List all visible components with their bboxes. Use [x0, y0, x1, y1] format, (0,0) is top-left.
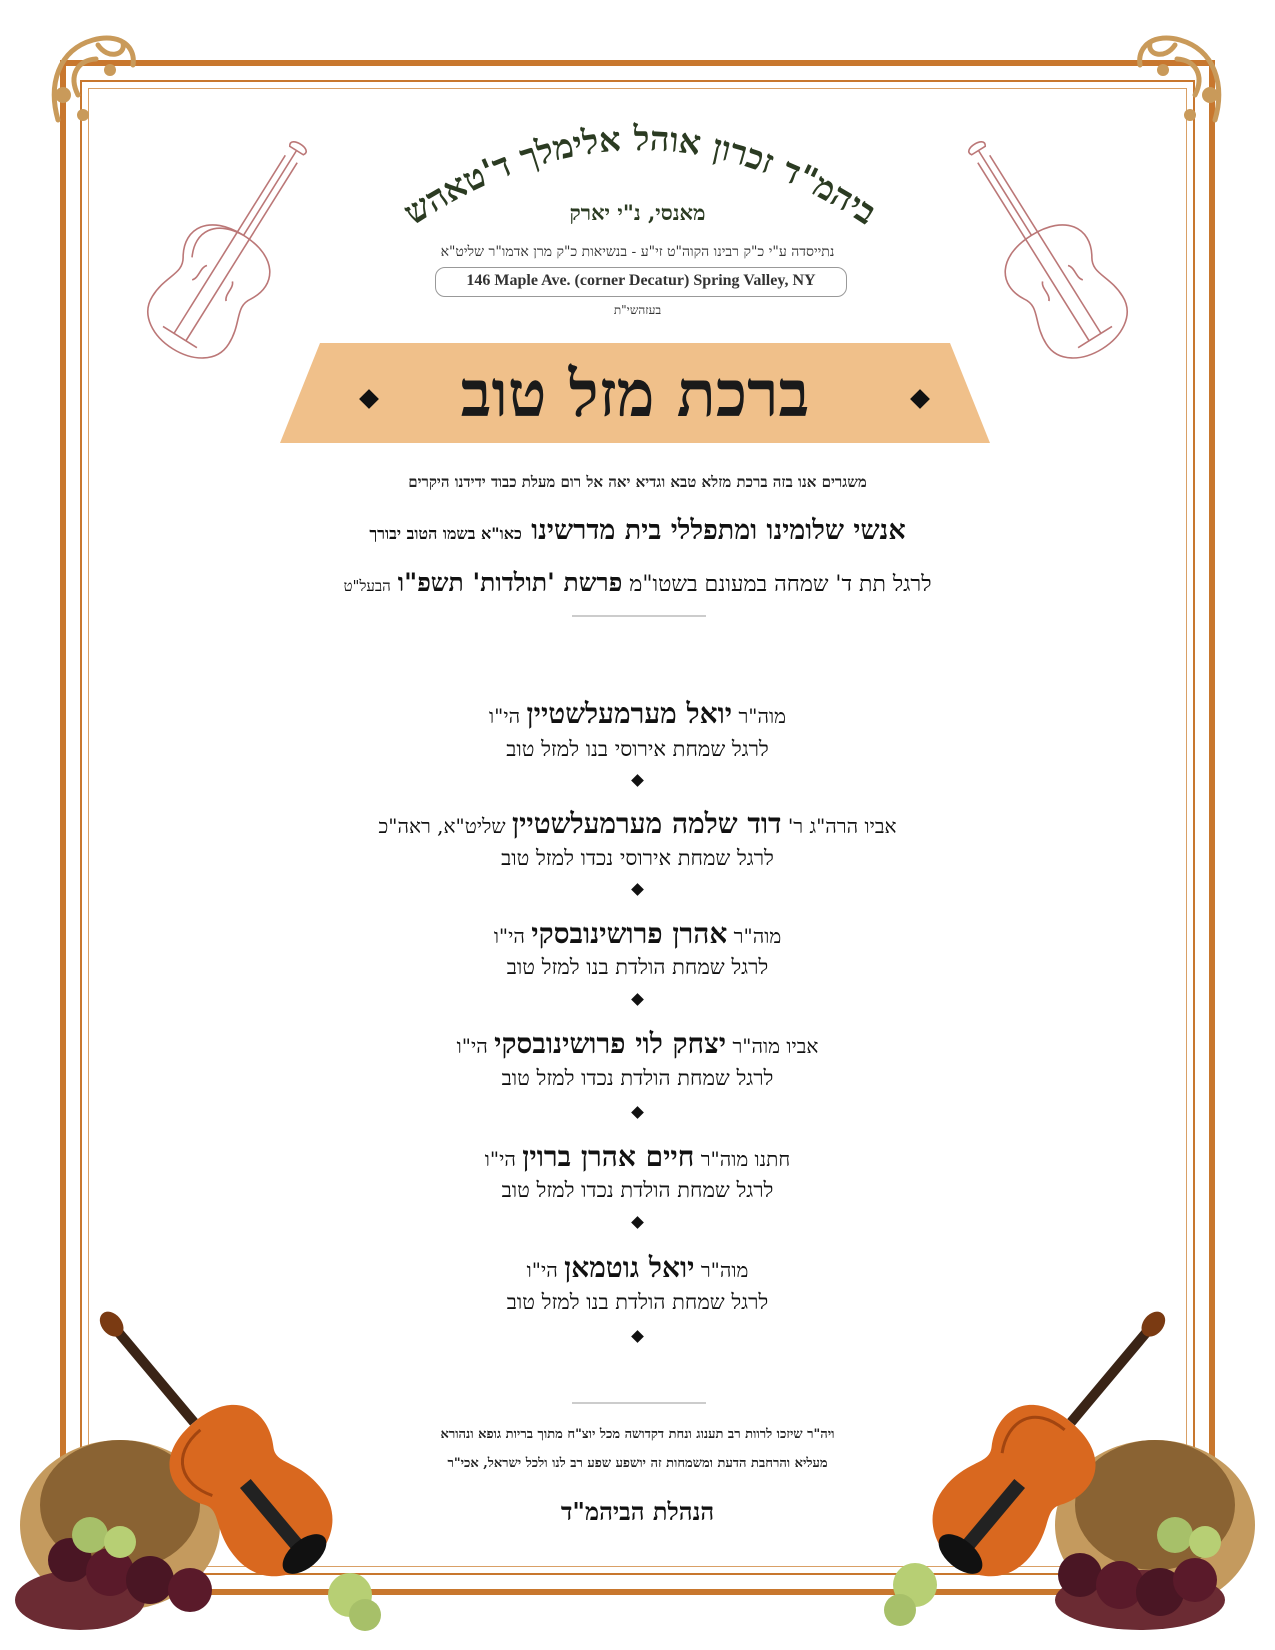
honoree-4-occasion: לרגל שמחת הולדת נכדו למזל טוב — [501, 1066, 774, 1090]
address-box — [435, 267, 847, 297]
honoree-3-occasion: לרגל שמחת הולדת בנו למזל טוב — [506, 955, 769, 979]
corner-ornament-top-right — [1125, 25, 1235, 135]
intro-line-3-pre: לרגל תת ד' שמחה במעונם בשטו"מ — [629, 572, 932, 597]
violin-grapes-illustration-right — [870, 1310, 1260, 1635]
intro-line-3-parsha: פרשת 'תולדות' תשפ"ו — [397, 568, 623, 597]
shul-name: ביהמ"ד זכרון אוהל אלימלך ד'טאהש — [396, 118, 884, 234]
honoree-suffix: הי"ו — [493, 924, 525, 948]
intro-line-3-post: הבעל"ט — [343, 577, 391, 595]
honoree-suffix: שליט"א, ראה"כ — [378, 814, 506, 838]
honoree-name: חיים אהרן ברוין — [522, 1140, 695, 1173]
honoree-5 — [0, 1140, 1275, 1174]
honoree-1 — [0, 697, 1275, 731]
honoree-5-occasion: לרגל שמחת הולדת נכדו למזל טוב — [501, 1178, 774, 1202]
honoree-2-occasion: לרגל שמחת אירוסי נכדו למזל טוב — [501, 846, 774, 870]
corner-ornament-top-left — [38, 25, 148, 135]
honoree-2 — [0, 807, 1275, 841]
banner-title: ברכת מזל טוב — [460, 357, 810, 432]
blessing-line-2: מעליא והרחבת הדעת ומשמחות זה יושפע שפע רב לנו ולכל ישראל, אכי"ר — [447, 1456, 828, 1471]
honoree-name: אהרן פרושינובסקי — [531, 917, 728, 950]
honoree-4 — [0, 1027, 1275, 1061]
honoree-prefix: חתנו מוה"ר — [700, 1147, 791, 1171]
divider-top — [572, 615, 706, 617]
intro-line-2 — [0, 515, 1275, 546]
honoree-name: דוד שלמה מערמעלשטיין — [511, 807, 782, 840]
honoree-prefix: מוה"ר — [738, 704, 786, 728]
honoree-suffix: הי"ו — [484, 1147, 516, 1171]
blessing-line-1: ויה"ר שיזכו לרוות רב תענוג ונחת דקדושה מכל יוצ"ח מתוך בריות גופא ונהורא — [440, 1427, 835, 1442]
honoree-6 — [0, 1251, 1275, 1285]
founded-line: נתייסדה ע"י כ"ק רבינו הקוה"ט זי"ע - בנשיאות כ"ק מרן אדמו"ר שליט"א — [440, 244, 835, 260]
honoree-suffix: הי"ו — [456, 1034, 488, 1058]
honoree-suffix: הי"ו — [489, 704, 521, 728]
divider-bottom — [572, 1402, 706, 1404]
honoree-name: יצחק לוי פרושינובסקי — [494, 1027, 727, 1060]
intro-line-3 — [0, 568, 1275, 598]
honoree-suffix: הי"ו — [526, 1258, 558, 1282]
signature: הנהלת הביהמ"ד — [560, 1497, 715, 1526]
address-text: 146 Maple Ave. (corner Decatur) Spring Valley, NY — [466, 272, 816, 289]
intro-line-2-small: כאו"א בשמו הטוב יבורך — [369, 524, 522, 543]
intro-line-2-main: אנשי שלומינו ומתפללי בית מדרשינו — [531, 515, 906, 546]
honoree-1-occasion: לרגל שמחת אירוסי בנו למזל טוב — [506, 737, 769, 761]
honoree-6-occasion: לרגל שמחת הולדת בנו למזל טוב — [506, 1290, 769, 1314]
honoree-prefix: אביו מוה"ר — [732, 1034, 819, 1058]
honoree-prefix: מוה"ר — [700, 1258, 749, 1282]
city-line: מאנסי, נ"י יארק — [569, 200, 706, 225]
honoree-prefix: אביו הרה"ג ר' — [787, 814, 897, 838]
bsd-line: בעזהשי"ת — [613, 303, 662, 317]
honoree-prefix: מוה"ר — [733, 924, 782, 948]
honoree-3 — [0, 917, 1275, 951]
honoree-name: יואל מערמעלשטיין — [526, 697, 733, 730]
intro-line-1: משגרים אנו בזה ברכת מזלא טבא וגדיא יאה אל רום מעלת כבוד ידידנו היקרים — [408, 473, 867, 491]
violin-grapes-illustration-left — [10, 1310, 400, 1635]
honoree-name: יואל גוטמאן — [564, 1251, 695, 1284]
